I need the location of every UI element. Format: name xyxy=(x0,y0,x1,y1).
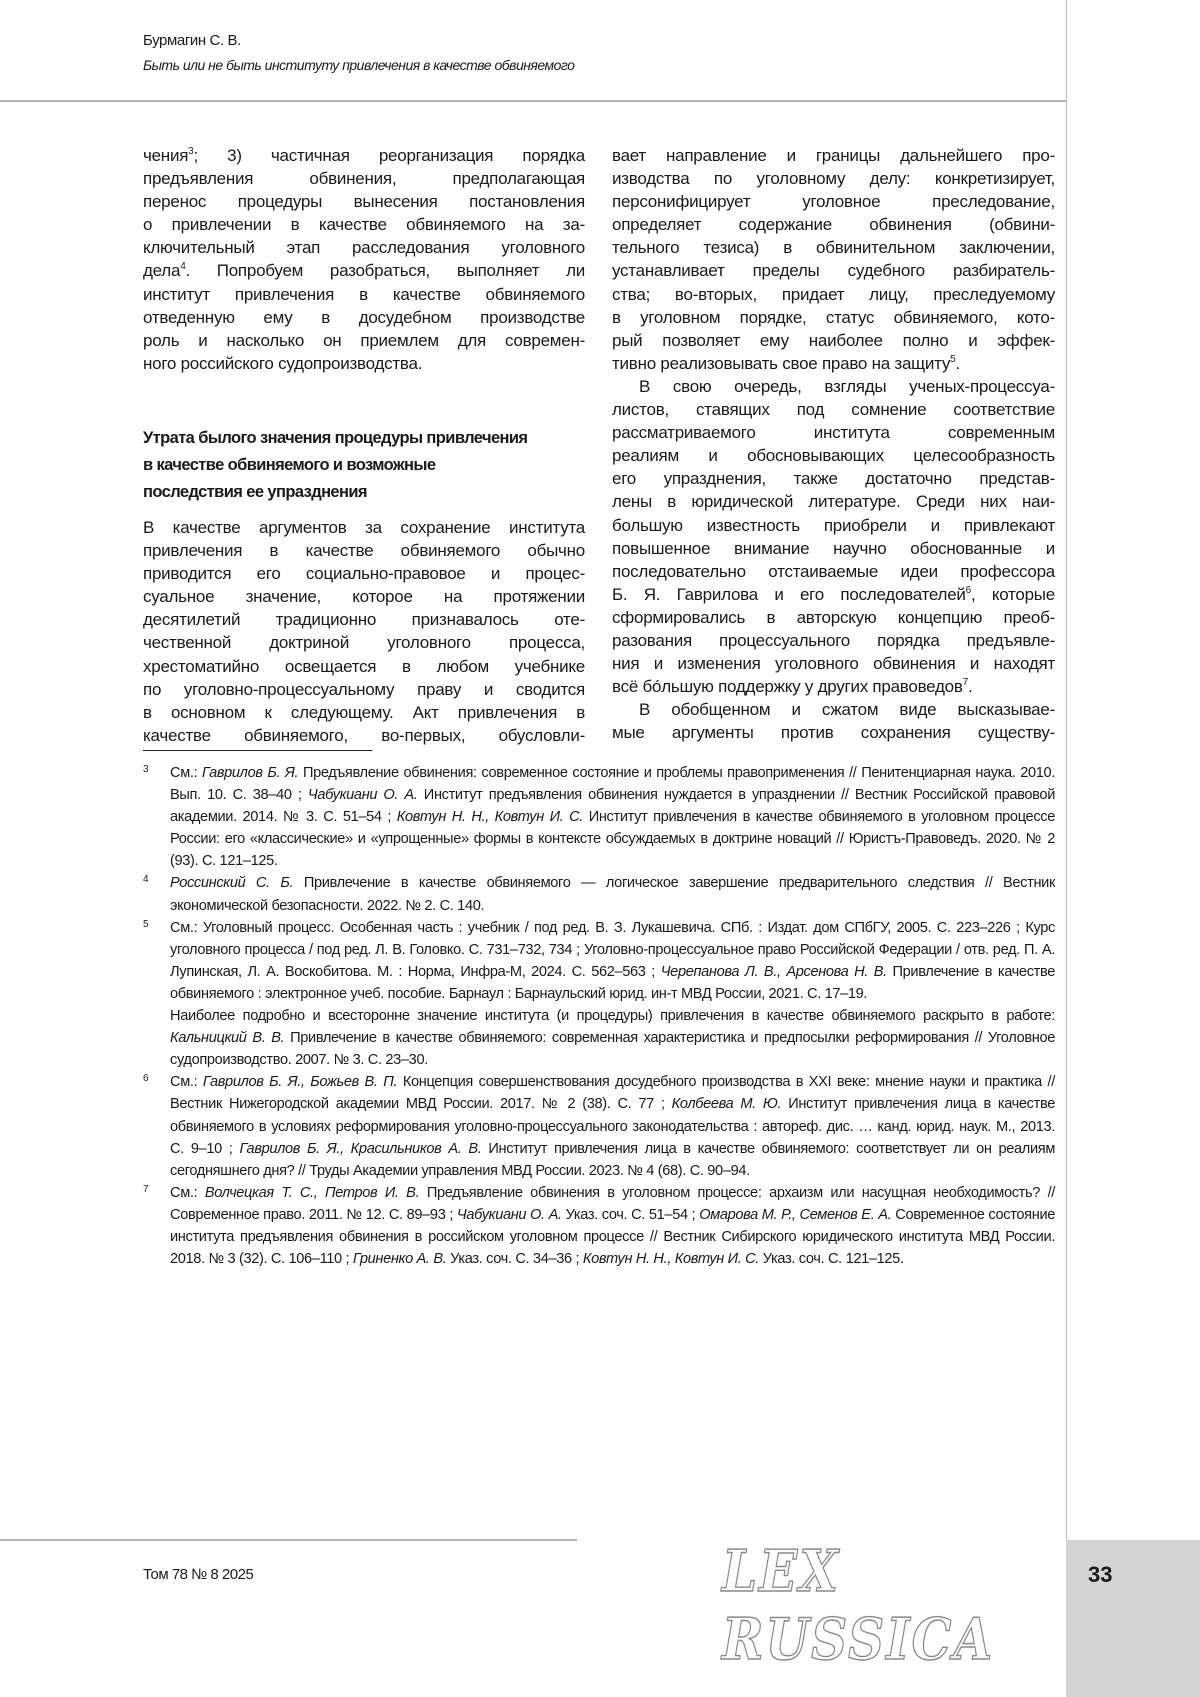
text-line xyxy=(612,352,1055,375)
text-line: качестве обвиняемого, во-первых, обусловли- xyxy=(143,725,585,745)
running-header-author: Бурмагин С. В. xyxy=(143,32,241,49)
citation-author: Волчецкая Т. С., Петров И. В. xyxy=(204,1184,420,1201)
text-line: персонифицирует уголовное преследование, xyxy=(612,192,1055,212)
footnote-text xyxy=(170,1071,1055,1181)
footnote-separator xyxy=(143,750,372,751)
text-segment: Указ. соч. С. 51–54 ; xyxy=(561,1206,700,1223)
text-line: определяет содержание обвинения (обвини- xyxy=(612,215,1055,235)
text-line: последствия ее упразднения xyxy=(143,482,367,501)
footnote xyxy=(143,762,1055,872)
text-line: лены в юридической литературе. Среди них наи- xyxy=(612,492,1055,512)
text-segment: Предъявление обвинения в уголовном процессе: архаизм или насущная необходимость? // Современное право. 2011. № 12. С. 89–93 ; xyxy=(170,1184,1055,1223)
text-line: большую известность приобрели и привлекают xyxy=(612,515,1055,535)
text-line: реалиям и обосновывающих целесообразность xyxy=(612,446,1055,466)
text-segment: всё бóльшую поддержку у других правоведов xyxy=(612,677,963,697)
text-segment: Современное состояние института предъявления обвинения в российском уголовном процессе // Вестник Сибирского юридического института МВД России. 2018. № 3 (32). С. 106–110 ; xyxy=(170,1206,1056,1268)
text-line: в уголовном порядке, статус обвиняемого, кото- xyxy=(612,307,1055,327)
page-number: 33 xyxy=(1088,1562,1113,1587)
text-line: чественной доктриной уголовного процесса, xyxy=(143,633,585,653)
text-line: разования процессуального порядка предъявле- xyxy=(612,630,1055,650)
footnote-text xyxy=(170,872,1055,916)
citation-author: Ковтун Н. Н., Ковтун И. С. xyxy=(582,1251,760,1268)
text-line xyxy=(612,675,1055,698)
text-line: десятилетий традиционно признавалось оте- xyxy=(143,610,585,630)
text-line: в качестве обвиняемого и возможные xyxy=(143,455,436,474)
text-segment: Б. Я. Гаврилова и его последователей xyxy=(612,584,966,604)
text-line: институт привлечения в качестве обвиняемого xyxy=(143,284,585,304)
footnote-ref: 3 xyxy=(188,146,194,157)
text-line: приводится его социально-правовое и процес- xyxy=(143,564,585,584)
citation-author: Ковтун Н. Н., Ковтун И. С. xyxy=(396,809,583,826)
text-line: В качестве аргументов за сохранение института xyxy=(143,517,585,537)
text-line: листов, ставящих под сомнение соответствие xyxy=(612,400,1055,420)
citation-author: Колбеева М. Ю. xyxy=(671,1096,782,1113)
text-line xyxy=(143,259,585,282)
text-line: о привлечении в качестве обвиняемого на за- xyxy=(143,215,585,235)
footnote xyxy=(143,872,1055,916)
text-segment: Концепция совершенствования досудебного производства в XXI веке: мнение науки и практика // Вестник Нижегородской академии МВД России. 2017. № 2 (38). С. 77 ; xyxy=(170,1074,1055,1113)
text-segment: . Попробуем разобраться, выполняет ли xyxy=(185,261,585,281)
citation-author: Кальницкий В. В. xyxy=(170,1030,285,1047)
page-edge-divider xyxy=(1066,0,1067,1540)
text-segment: Привлечение в качестве обвиняемого: современная характеристика и предпосылки реформирования // Уголовное судопроизводство. 2007. № 3. С. 23–30. xyxy=(170,1030,1055,1069)
text-segment: См.: xyxy=(170,765,203,781)
issue-info: Том 78 № 8 2025 xyxy=(143,1566,254,1583)
footnote-ref: 4 xyxy=(180,261,186,273)
text-segment: Наиболее подробно и всесторонне значение института (и процедуры) привлечения в качестве обвиняемого раскрыто в работе: xyxy=(170,1008,1055,1025)
footnote-text xyxy=(170,1182,1055,1270)
text-line: изводства по уголовному делу: конкретизирует, xyxy=(612,169,1055,189)
text-segment: Институт привлечения в качестве обвиняемого в уголовном процессе России: его «классические» и «упрощенные» формы в контексте обсуждаемых в доктрине новаций // Юристъ-Правоведъ. 2020. № 2 (93). С. 121–125. xyxy=(170,809,1055,870)
citation-author: Гриненко А. В. xyxy=(352,1251,447,1268)
text-segment: Указ. соч. С. 34–36 ; xyxy=(446,1251,583,1268)
section-heading xyxy=(143,425,585,506)
citation-author: Чабукиани О. А. xyxy=(456,1206,562,1223)
paragraph xyxy=(143,516,585,747)
text-line: тельного тезиса) в обвинительном заключении, xyxy=(612,238,1055,258)
footnotes xyxy=(143,762,1055,1270)
text-line: В свою очередь, взгляды ученых-процессуа- xyxy=(639,376,1055,396)
citation-author: Черепанова Л. В., Арсенова Н. В. xyxy=(660,963,887,980)
footnote-ref: 6 xyxy=(965,584,971,596)
citation-author: Омарова М. Р., Семенов Е. А. xyxy=(699,1206,892,1223)
footer-rule xyxy=(0,1539,577,1541)
paragraph xyxy=(612,698,1055,744)
text-segment: . xyxy=(967,677,973,697)
footnote xyxy=(143,917,1055,1072)
text-line: предъявления обвинения, предполагающая xyxy=(143,169,585,189)
left-column xyxy=(143,144,585,747)
text-line: привлечения в качестве обвиняемого обычно xyxy=(143,541,585,561)
page-number-band xyxy=(1066,1540,1200,1697)
footnote-ref: 5 xyxy=(950,353,956,365)
text-line: мые аргументы против сохранения существу- xyxy=(612,723,1055,743)
citation-author: Гаврилов Б. Я., Красильников А. В. xyxy=(239,1140,482,1157)
text-line: ния и изменения уголовного обвинения и находят xyxy=(612,654,1055,674)
running-header-title: Быть или не быть институту привлечения в качестве обвиняемого xyxy=(143,57,575,73)
footnote-number: 4 xyxy=(143,874,149,886)
journal-logo: LEX RUSSICA xyxy=(722,1537,995,1673)
text-segment: Предъявление обвинения: современное состояние и проблемы правоприменения // Пенитенциарная наука. 2010. Вып. 10. С. 38–40 ; xyxy=(170,765,1055,804)
text-line: повышенное внимание научно обоснованные и xyxy=(612,538,1055,558)
citation-author: Гаврилов Б. Я. xyxy=(202,765,299,781)
text-line: Утрата былого значения процедуры привлечения xyxy=(143,428,528,447)
text-segment: дела xyxy=(143,261,181,281)
footnote xyxy=(143,1071,1055,1181)
text-segment: См.: xyxy=(170,1184,205,1201)
text-line: отведенную ему в досудебном производстве xyxy=(143,307,585,327)
text-segment: Привлечение в качестве обвиняемого — логическое завершение предварительного следствия // Вестник экономической безопасности. 2022. № 2. С. 140. xyxy=(170,875,1055,914)
text-line: в основном к следующему. Акт привлечения в xyxy=(143,702,585,722)
text-line xyxy=(143,144,585,167)
paragraph xyxy=(612,375,1055,698)
footnote xyxy=(143,1182,1055,1270)
header-rule xyxy=(0,100,1066,102)
footnote-number: 5 xyxy=(143,918,149,930)
text-segment: . xyxy=(955,353,960,373)
text-line: устанавливает пределы судебного разбиратель- xyxy=(612,261,1055,281)
text-segment: Указ. соч. С. 121–125. xyxy=(759,1251,904,1268)
right-column xyxy=(612,144,1055,744)
text-line: вает направление и границы дальнейшего про- xyxy=(612,146,1055,165)
text-segment: Институт предъявления обвинения нуждается в упразднении // Вестник Российской правовой академии. 2014. № 3. С. 51–54 ; xyxy=(170,787,1055,826)
footnote-number: 7 xyxy=(143,1183,149,1195)
text-line: ключительный этап расследования уголовного xyxy=(143,238,585,258)
text-line: перенос процедуры вынесения постановления xyxy=(143,192,585,212)
text-line: последовательно отстаиваемые идеи профессора xyxy=(612,561,1055,581)
paragraph xyxy=(143,144,585,375)
text-line: сформировались в авторскую концепцию преоб- xyxy=(612,607,1055,627)
footnote-number: 6 xyxy=(143,1073,149,1085)
citation-author: Гаврилов Б. Я., Божьев В. П. xyxy=(202,1074,398,1091)
text-segment: ; 3) частичная реорганизация порядка xyxy=(193,146,585,165)
text-line: В обобщенном и сжатом виде высказывае- xyxy=(639,700,1055,720)
text-line: роль и насколько он приемлем для современ- xyxy=(143,330,585,350)
text-line: суальное значение, которое на протяжении xyxy=(143,587,585,607)
text-segment: См.: xyxy=(170,1074,203,1091)
text-line: рассматриваемого института современным xyxy=(612,423,1055,443)
text-segment: См.: Уголовный процесс. Особенная часть : учебник / под ред. В. З. Лукашевича. СПб. : Издат. дом СПбГУ, 2005. С. 223–226 ; Курс уголовного процесса / под ред. Л. В. Головко. С. 731–732, 734 ; Уголовно-процессуальное право Российской Федерации / отв. ред. П. А. Лупинская, Л. А. Воскобитова. М. : Норма, Инфра-М, 2024. С. 562–563 ; xyxy=(170,919,1055,980)
footnote-ref: 7 xyxy=(962,677,968,689)
footnote-text xyxy=(170,762,1055,872)
text-line: ства; во-вторых, придает лицу, преследуемому xyxy=(612,284,1055,304)
text-line xyxy=(612,583,1055,606)
text-segment: , которые xyxy=(970,584,1055,604)
text-line: его упразднения, также достаточно представ- xyxy=(612,469,1055,489)
citation-author: Чабукиани О. А. xyxy=(307,787,418,804)
footnote-text xyxy=(170,917,1055,1072)
footnote-number: 3 xyxy=(143,764,149,775)
text-segment: Привлечение в качестве обвиняемого : электронное учеб. пособие. Барнаул : Барнаульский юрид. ин-т МВД России, 2021. С. 17–19. xyxy=(170,963,1055,1002)
citation-author: Россинский С. Б. xyxy=(170,875,294,892)
text-line: рый позволяет ему наиболее полно и эффек- xyxy=(612,330,1055,350)
text-segment: тивно реализовывать свое право на защиту xyxy=(612,353,951,373)
text-segment: Институт привлечения лица в качестве обвиняемого в условиях реформирования уголовно-процессуального законодательства : автореф. дис. … канд. юрид. наук. М., 2013. С. 9–10 ; xyxy=(170,1096,1055,1157)
text-line: по уголовно-процессуальному праву и сводится xyxy=(143,679,585,699)
text-line: ного российского судопроизводства. xyxy=(143,353,423,373)
text-segment: чения xyxy=(143,146,189,165)
text-segment: Институт привлечения лица в качестве обвиняемого: соответствует ли он реалиям сегодняшнего дня? // Труды Академии управления МВД России. 2023. № 4 (68). С. 90–94. xyxy=(170,1140,1056,1179)
text-line: хрестоматийно освещается в любом учебнике xyxy=(143,656,585,676)
paragraph xyxy=(612,144,1055,375)
